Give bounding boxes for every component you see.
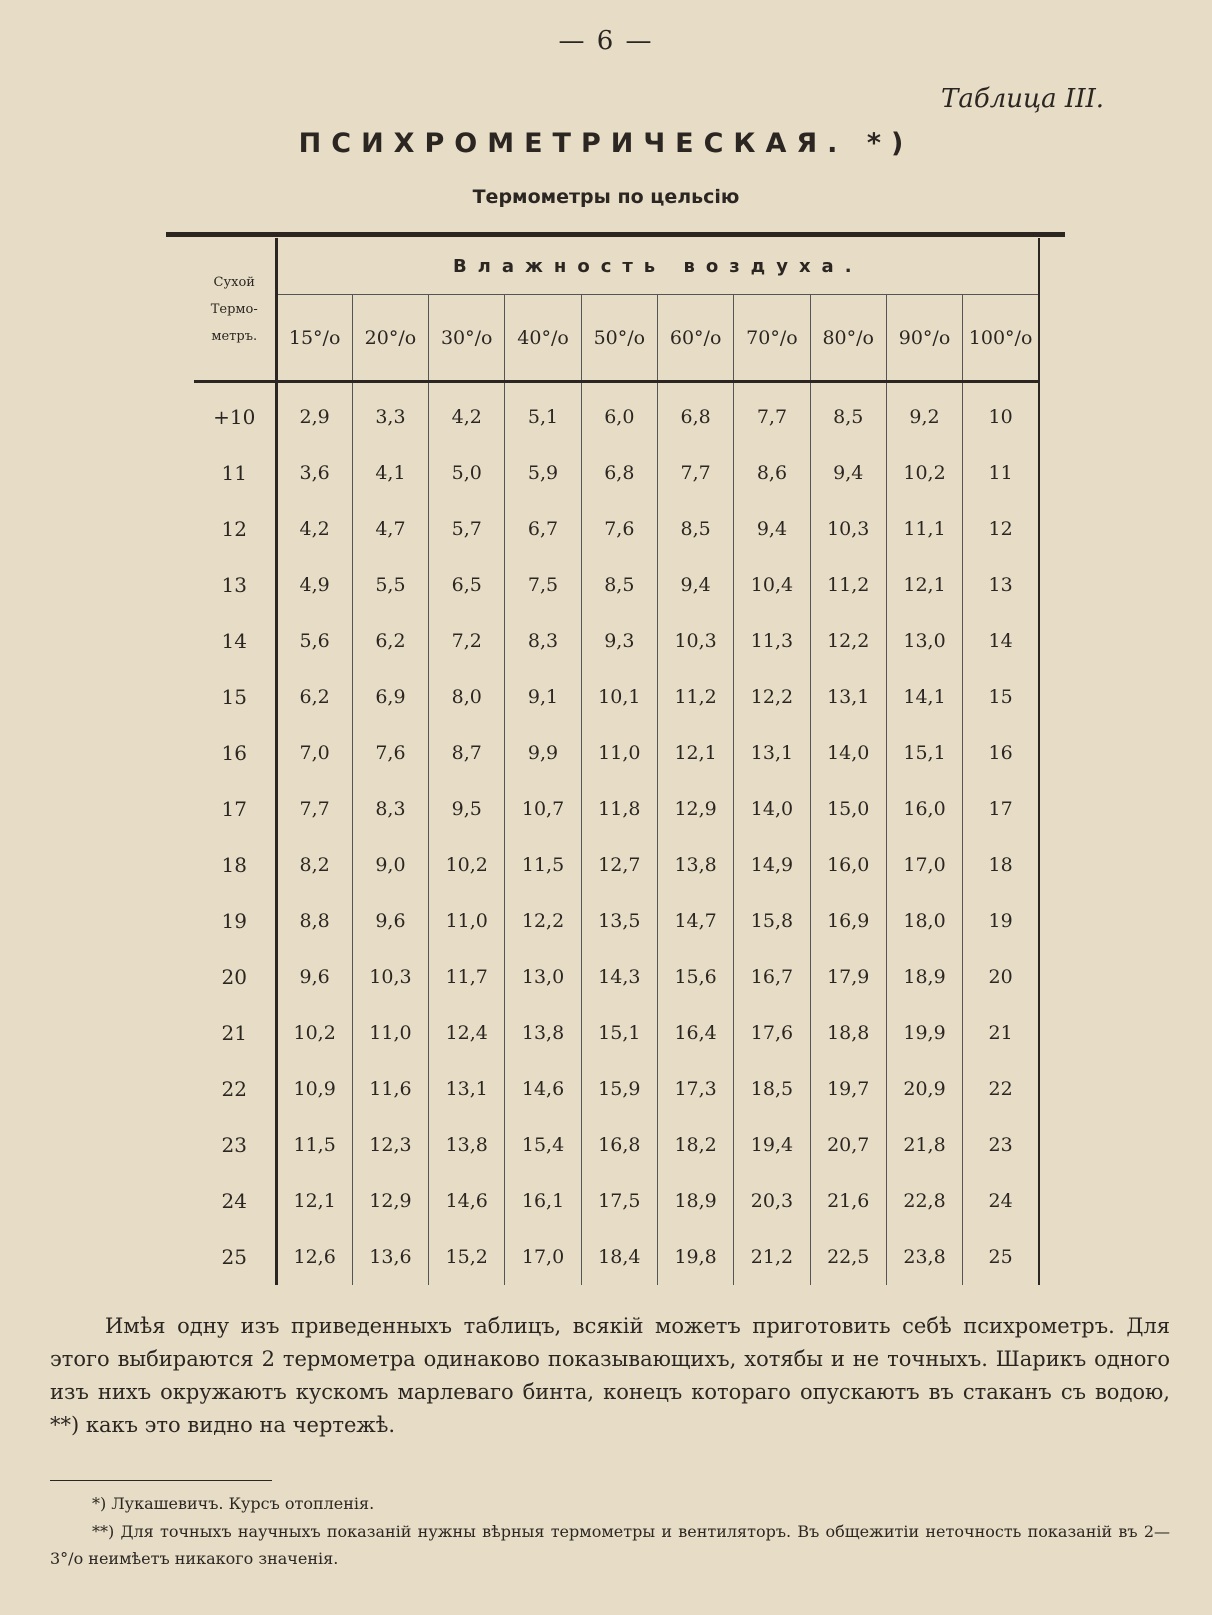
dew-value-cell: 8,5 <box>810 382 886 446</box>
dew-value-cell: 15 <box>963 669 1039 725</box>
dew-value-cell: 23 <box>963 1117 1039 1173</box>
dry-temperature-cell: 15 <box>194 669 276 725</box>
dew-value-cell: 8,7 <box>429 725 505 781</box>
dew-value-cell: 6,8 <box>657 382 733 446</box>
dry-header-line: метръ. <box>211 328 258 344</box>
dew-value-cell: 7,6 <box>352 725 428 781</box>
dew-value-cell: 15,1 <box>886 725 962 781</box>
dew-value-cell: 11,5 <box>276 1117 352 1173</box>
dew-value-cell: 14,0 <box>734 781 810 837</box>
dew-value-cell: 4,1 <box>352 445 428 501</box>
dry-temperature-cell: 16 <box>194 725 276 781</box>
dew-value-cell: 11,0 <box>581 725 657 781</box>
dew-value-cell: 15,6 <box>657 949 733 1005</box>
dew-value-cell: 21,8 <box>886 1117 962 1173</box>
dew-value-cell: 6,2 <box>276 669 352 725</box>
dew-value-cell: 12,1 <box>886 557 962 613</box>
dew-value-cell: 13,6 <box>352 1229 428 1285</box>
dew-value-cell: 13 <box>963 557 1039 613</box>
dew-value-cell: 9,4 <box>657 557 733 613</box>
dew-value-cell: 8,2 <box>276 837 352 893</box>
dew-value-cell: 4,2 <box>276 501 352 557</box>
dew-value-cell: 11,1 <box>886 501 962 557</box>
dry-temperature-cell: 23 <box>194 1117 276 1173</box>
dew-value-cell: 15,4 <box>505 1117 581 1173</box>
dew-value-cell: 2,9 <box>276 382 352 446</box>
dew-value-cell: 8,3 <box>352 781 428 837</box>
dew-value-cell: 17,9 <box>810 949 886 1005</box>
table-row <box>194 445 1039 501</box>
dew-value-cell: 13,0 <box>505 949 581 1005</box>
dew-value-cell: 22,8 <box>886 1173 962 1229</box>
dew-value-cell: 7,7 <box>276 781 352 837</box>
dew-value-cell: 10,4 <box>734 557 810 613</box>
dew-value-cell: 12 <box>963 501 1039 557</box>
dew-value-cell: 14 <box>963 613 1039 669</box>
humidity-column-header: 50°/o <box>581 295 657 382</box>
dry-temperature-cell: 21 <box>194 1005 276 1061</box>
dew-value-cell: 22,5 <box>810 1229 886 1285</box>
dew-value-cell: 13,8 <box>657 837 733 893</box>
dry-header-line: Сухой <box>213 274 255 290</box>
humidity-column-header: 90°/o <box>886 295 962 382</box>
dew-value-cell: 7,0 <box>276 725 352 781</box>
dew-value-cell: 13,5 <box>581 893 657 949</box>
dew-value-cell: 18,0 <box>886 893 962 949</box>
dew-value-cell: 18,2 <box>657 1117 733 1173</box>
dew-value-cell: 5,9 <box>505 445 581 501</box>
dew-value-cell: 4,2 <box>429 382 505 446</box>
dew-value-cell: 11 <box>963 445 1039 501</box>
dew-value-cell: 15,2 <box>429 1229 505 1285</box>
humidity-column-header: 80°/o <box>810 295 886 382</box>
dew-value-cell: 9,5 <box>429 781 505 837</box>
dew-value-cell: 12,1 <box>657 725 733 781</box>
dew-value-cell: 9,9 <box>505 725 581 781</box>
dew-value-cell: 19,4 <box>734 1117 810 1173</box>
dew-value-cell: 9,4 <box>810 445 886 501</box>
dew-value-cell: 6,8 <box>581 445 657 501</box>
dew-value-cell: 11,6 <box>352 1061 428 1117</box>
dew-value-cell: 6,0 <box>581 382 657 446</box>
humidity-column-header: 70°/o <box>734 295 810 382</box>
dew-value-cell: 5,6 <box>276 613 352 669</box>
dew-value-cell: 15,9 <box>581 1061 657 1117</box>
dew-value-cell: 11,3 <box>734 613 810 669</box>
dry-temperature-cell: 17 <box>194 781 276 837</box>
dry-temperature-cell: 12 <box>194 501 276 557</box>
page-title: ПСИХРОМЕТРИЧЕСКАЯ. *) <box>298 128 914 159</box>
dew-value-cell: 16,8 <box>581 1117 657 1173</box>
dew-value-cell: 9,0 <box>352 837 428 893</box>
dew-value-cell: 18,5 <box>734 1061 810 1117</box>
dew-value-cell: 17 <box>963 781 1039 837</box>
dew-value-cell: 10,7 <box>505 781 581 837</box>
dew-value-cell: 9,6 <box>352 893 428 949</box>
humidity-column-header: 30°/o <box>429 295 505 382</box>
dew-value-cell: 10,3 <box>810 501 886 557</box>
dew-value-cell: 17,6 <box>734 1005 810 1061</box>
dew-value-cell: 9,1 <box>505 669 581 725</box>
body-paragraph: Имѣя одну изъ приведенныхъ таблицъ, всякій можетъ приготовить себѣ психрометръ. Для этого выбираются 2 термометра одинаково показывающихъ, хотябы и не точныхъ. Шарикъ одного изъ нихъ окружаютъ кускомъ марлеваго бинта, конецъ котораго опускаютъ въ стаканъ съ водою, **) какъ это видно на чертежѣ. <box>50 1314 1170 1437</box>
dew-value-cell: 21,6 <box>810 1173 886 1229</box>
dew-value-cell: 5,7 <box>429 501 505 557</box>
dew-value-cell: 17,0 <box>886 837 962 893</box>
dew-value-cell: 12,2 <box>505 893 581 949</box>
dew-value-cell: 11,0 <box>429 893 505 949</box>
dry-temperature-cell: 25 <box>194 1229 276 1285</box>
dry-temperature-cell: 13 <box>194 557 276 613</box>
dew-value-cell: 19,9 <box>886 1005 962 1061</box>
dry-temperature-cell: 22 <box>194 1061 276 1117</box>
table-row <box>194 669 1039 725</box>
dew-value-cell: 13,8 <box>505 1005 581 1061</box>
dew-value-cell: 8,6 <box>734 445 810 501</box>
dew-value-cell: 7,2 <box>429 613 505 669</box>
dew-value-cell: 14,7 <box>657 893 733 949</box>
dew-value-cell: 14,9 <box>734 837 810 893</box>
dew-value-cell: 13,8 <box>429 1117 505 1173</box>
dew-value-cell: 24 <box>963 1173 1039 1229</box>
dry-temperature-cell: 14 <box>194 613 276 669</box>
dew-value-cell: 12,4 <box>429 1005 505 1061</box>
dew-value-cell: 10,2 <box>276 1005 352 1061</box>
dew-value-cell: 11,8 <box>581 781 657 837</box>
dew-value-cell: 15,1 <box>581 1005 657 1061</box>
dew-value-cell: 15,0 <box>810 781 886 837</box>
dew-value-cell: 11,2 <box>810 557 886 613</box>
page-number: — 6 — <box>558 26 654 56</box>
dew-value-cell: 18,8 <box>810 1005 886 1061</box>
dew-value-cell: 25 <box>963 1229 1039 1285</box>
dew-value-cell: 8,5 <box>657 501 733 557</box>
dew-value-cell: 16 <box>963 725 1039 781</box>
dew-value-cell: 6,7 <box>505 501 581 557</box>
psychrometric-table <box>194 238 1040 1285</box>
dew-value-cell: 7,7 <box>734 382 810 446</box>
dry-header-line: Термо- <box>210 301 258 317</box>
dew-value-cell: 18,9 <box>657 1173 733 1229</box>
dew-value-cell: 10,9 <box>276 1061 352 1117</box>
dew-value-cell: 4,9 <box>276 557 352 613</box>
dew-value-cell: 17,3 <box>657 1061 733 1117</box>
dew-value-cell: 16,9 <box>810 893 886 949</box>
dew-value-cell: 20 <box>963 949 1039 1005</box>
table-row <box>194 1061 1039 1117</box>
dew-value-cell: 9,2 <box>886 382 962 446</box>
dry-thermometer-header <box>194 238 276 382</box>
dry-temperature-cell: 11 <box>194 445 276 501</box>
humidity-column-header: 100°/o <box>963 295 1039 382</box>
dew-value-cell: 18 <box>963 837 1039 893</box>
dew-value-cell: 5,0 <box>429 445 505 501</box>
dew-value-cell: 11,7 <box>429 949 505 1005</box>
dew-value-cell: 6,2 <box>352 613 428 669</box>
footnote-rule <box>50 1480 272 1481</box>
dew-value-cell: 9,3 <box>581 613 657 669</box>
dew-value-cell: 13,1 <box>734 725 810 781</box>
dry-temperature-cell: 19 <box>194 893 276 949</box>
table-row <box>194 837 1039 893</box>
dew-value-cell: 7,7 <box>657 445 733 501</box>
dew-value-cell: 7,6 <box>581 501 657 557</box>
dew-value-cell: 15,8 <box>734 893 810 949</box>
humidity-column-header: 40°/o <box>505 295 581 382</box>
dew-value-cell: 16,4 <box>657 1005 733 1061</box>
dew-value-cell: 19,7 <box>810 1061 886 1117</box>
dew-value-cell: 12,2 <box>810 613 886 669</box>
dry-temperature-cell: 24 <box>194 1173 276 1229</box>
table-row <box>194 382 1039 446</box>
dew-value-cell: 10,1 <box>581 669 657 725</box>
dew-value-cell: 10 <box>963 382 1039 446</box>
dew-value-cell: 8,3 <box>505 613 581 669</box>
dew-value-cell: 23,8 <box>886 1229 962 1285</box>
dew-value-cell: 5,5 <box>352 557 428 613</box>
dew-value-cell: 8,0 <box>429 669 505 725</box>
table-row <box>194 781 1039 837</box>
table-row <box>194 1173 1039 1229</box>
dew-value-cell: 11,5 <box>505 837 581 893</box>
dew-value-cell: 12,9 <box>657 781 733 837</box>
table-label: Таблица III. <box>941 84 1104 114</box>
dew-value-cell: 19,8 <box>657 1229 733 1285</box>
dew-value-cell: 13,0 <box>886 613 962 669</box>
table-row <box>194 1117 1039 1173</box>
dry-temperature-cell: 18 <box>194 837 276 893</box>
dew-value-cell: 12,2 <box>734 669 810 725</box>
humidity-header: Влажность воздуха. <box>276 238 1039 295</box>
dew-value-cell: 20,9 <box>886 1061 962 1117</box>
footnote-2: **) Для точныхъ научныхъ показаній нужны вѣрныя термометры и вентиляторъ. Въ общежитіи неточность показаній въ 2—3°/o неимѣетъ никакого значенія. <box>50 1522 1170 1568</box>
dew-value-cell: 11,2 <box>657 669 733 725</box>
dew-value-cell: 16,0 <box>810 837 886 893</box>
dew-value-cell: 12,1 <box>276 1173 352 1229</box>
dew-value-cell: 14,1 <box>886 669 962 725</box>
table-row <box>194 949 1039 1005</box>
table-row <box>194 893 1039 949</box>
dew-value-cell: 3,6 <box>276 445 352 501</box>
dew-value-cell: 10,3 <box>657 613 733 669</box>
dew-value-cell: 12,6 <box>276 1229 352 1285</box>
dew-value-cell: 22 <box>963 1061 1039 1117</box>
dew-value-cell: 20,3 <box>734 1173 810 1229</box>
dew-value-cell: 17,0 <box>505 1229 581 1285</box>
dew-value-cell: 12,3 <box>352 1117 428 1173</box>
dew-value-cell: 21 <box>963 1005 1039 1061</box>
dew-value-cell: 11,0 <box>352 1005 428 1061</box>
dew-value-cell: 18,9 <box>886 949 962 1005</box>
dew-value-cell: 8,8 <box>276 893 352 949</box>
dew-value-cell: 5,1 <box>505 382 581 446</box>
dew-value-cell: 10,2 <box>429 837 505 893</box>
footnote-1: *) Лукашевичъ. Курсъ отопленія. <box>92 1494 375 1513</box>
dew-value-cell: 13,1 <box>810 669 886 725</box>
dew-value-cell: 9,4 <box>734 501 810 557</box>
dry-temperature-cell: 20 <box>194 949 276 1005</box>
dew-value-cell: 16,0 <box>886 781 962 837</box>
dew-value-cell: 16,7 <box>734 949 810 1005</box>
humidity-column-header: 20°/o <box>352 295 428 382</box>
dew-value-cell: 14,3 <box>581 949 657 1005</box>
table-body <box>194 382 1039 1286</box>
dew-value-cell: 9,6 <box>276 949 352 1005</box>
percent-header-row <box>194 295 1039 382</box>
dew-value-cell: 7,5 <box>505 557 581 613</box>
humidity-column-header: 15°/o <box>276 295 352 382</box>
table-row <box>194 1005 1039 1061</box>
dew-value-cell: 21,2 <box>734 1229 810 1285</box>
page-subtitle: Термометры по цельсію <box>472 186 740 208</box>
dew-value-cell: 14,6 <box>505 1061 581 1117</box>
dew-value-cell: 10,2 <box>886 445 962 501</box>
dew-value-cell: 10,3 <box>352 949 428 1005</box>
dew-value-cell: 8,5 <box>581 557 657 613</box>
table-row <box>194 1229 1039 1285</box>
dew-value-cell: 3,3 <box>352 382 428 446</box>
dew-value-cell: 6,5 <box>429 557 505 613</box>
dew-value-cell: 17,5 <box>581 1173 657 1229</box>
dew-value-cell: 4,7 <box>352 501 428 557</box>
table-row <box>194 725 1039 781</box>
dew-value-cell: 14,6 <box>429 1173 505 1229</box>
dew-value-cell: 14,0 <box>810 725 886 781</box>
dew-value-cell: 20,7 <box>810 1117 886 1173</box>
dew-value-cell: 16,1 <box>505 1173 581 1229</box>
table-row <box>194 613 1039 669</box>
table-row <box>194 557 1039 613</box>
dew-value-cell: 18,4 <box>581 1229 657 1285</box>
humidity-column-header: 60°/o <box>657 295 733 382</box>
dew-value-cell: 19 <box>963 893 1039 949</box>
dry-temperature-cell: +10 <box>194 382 276 446</box>
table-row <box>194 501 1039 557</box>
dew-value-cell: 12,7 <box>581 837 657 893</box>
dew-value-cell: 13,1 <box>429 1061 505 1117</box>
dew-value-cell: 6,9 <box>352 669 428 725</box>
dew-value-cell: 12,9 <box>352 1173 428 1229</box>
table-top-rule <box>166 232 1065 237</box>
